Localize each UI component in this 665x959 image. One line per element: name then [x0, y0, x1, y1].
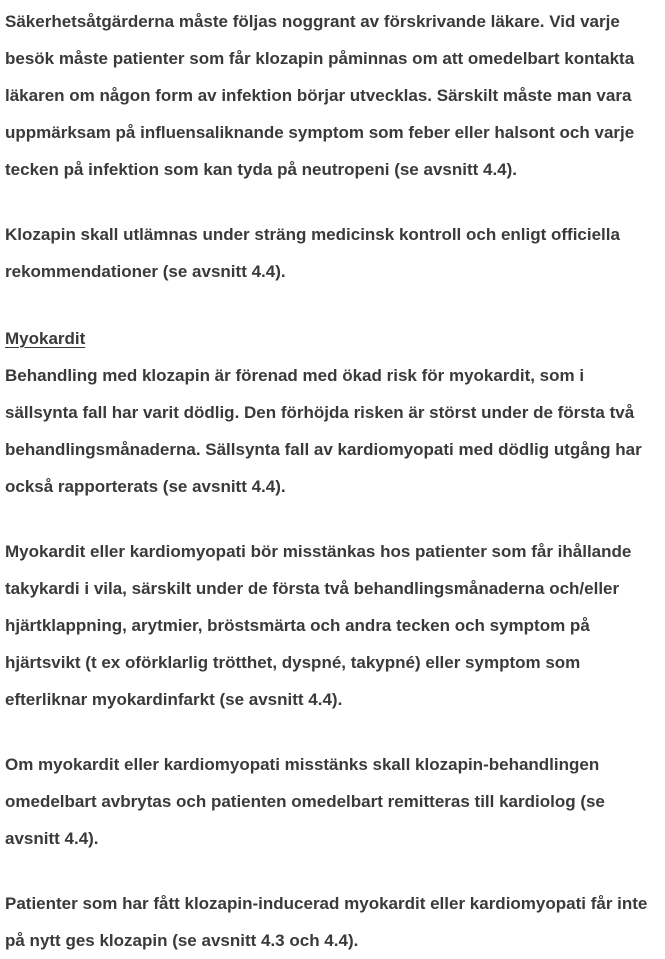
heading-myokardit: Myokardit [5, 329, 86, 348]
paragraph-myocarditis-suspicion: Myokardit eller kardiomyopati bör misstänkas hos patienter som får ihållande takykardi i vila, särskilt under de första två behandlingsmånaderna och/eller hjärtklappning, arytmier, bröstsmärta och andra tecken och symptom på hjärtsvikt (t ex oförklarlig trötthet, dyspné, takypné) eller symptom som efterliknar myokardinfarkt (se avsnitt 4.4). [5, 542, 632, 709]
paragraph-treatment-discontinuation: Om myokardit eller kardiomyopati misstänks skall klozapin-behandlingen omedelbart avbrytas och patienten omedelbart remitteras till kardiolog (se avsnitt 4.4). [5, 755, 605, 848]
paragraph-safety-measures: Säkerhetsåtgärderna måste följas noggrant av förskrivande läkare. Vid varje besök måste patienter som får klozapin påminnas om att omedelbart kontakta läkaren om någon form av infektion börjar utvecklas. Särskilt måste man vara uppmärksam på influensaliknande symptom som feber eller halsont och varje tecken på infektion som kan tyda på neutropeni (se avsnitt 4.4). [5, 12, 635, 179]
paragraph-myocarditis-risk: Behandling med klozapin är förenad med ökad risk för myokardit, som i sällsynta fall har varit dödlig. Den förhöjda risken är störst under de första två behandlingsmånaderna. Sällsynta fall av kardiomyopati med dödlig utgång har också rapporterats (se avsnitt 4.4). [5, 366, 642, 496]
paragraph-dispensing-control: Klozapin skall utlämnas under sträng medicinsk kontroll och enligt officiella rekommendationer (se avsnitt 4.4). [5, 225, 620, 281]
paragraph-rechallenge-prohibition: Patienter som har fått klozapin-inducerad myokardit eller kardiomyopati får inte på nytt ges klozapin (se avsnitt 4.3 och 4.4). [5, 894, 648, 950]
